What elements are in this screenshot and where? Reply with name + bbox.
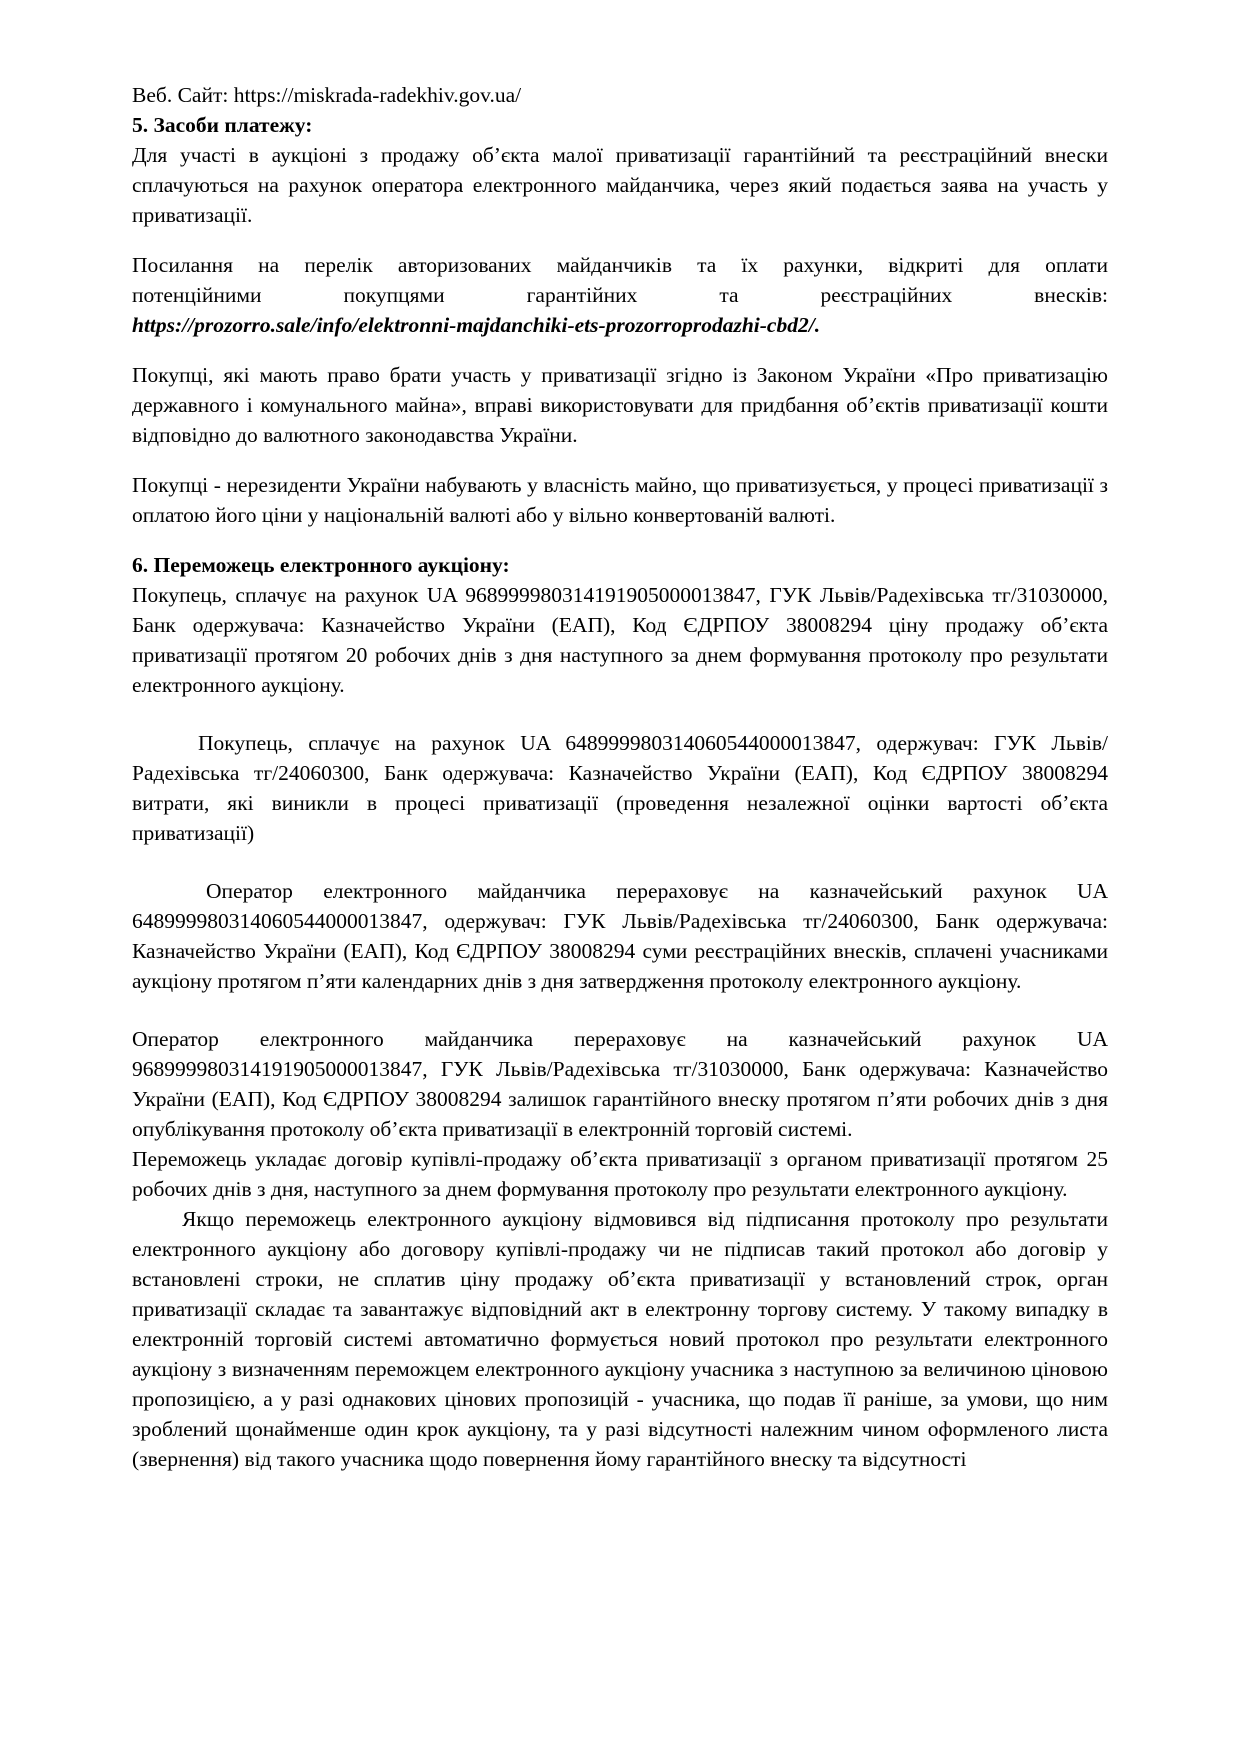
section-5-paragraph-2-line-2: потенційними покупцями гарантійних та реєстраційних внесків:	[132, 283, 1108, 307]
section-6-paragraph-3: Оператор електронного майданчика перераховує на казначейський рахунок UA 648999980314060544000013847, одержувач: ГУК Львів/Радехівська тг/24060300, Банк одержувача: Казначейство України (ЕАП), Код ЄДРПОУ 38008294 суми реєстраційних внесків, сплачені учасниками аукціону протягом п’яти календарних днів з дня затвердження протоколу електронного аукціону.	[132, 879, 1108, 993]
section-5-heading: 5. Засоби платежу:	[132, 113, 313, 137]
spacer	[132, 230, 1108, 250]
section-5-paragraph-2-line-1: Посилання на перелік авторизованих майданчиків та їх рахунки, відкриті для оплати	[132, 253, 1108, 277]
section-5-paragraph-2-link-line	[132, 310, 1108, 340]
section-5-paragraph-4: Покупці - нерезиденти України набувають у власність майно, що приватизується, у процесі приватизації з оплатою його ціни у національній валюті або у вільно конвертованій валюті.	[132, 473, 1108, 527]
spacer	[132, 848, 1108, 876]
section-6-heading: 6. Переможець електронного аукціону:	[132, 553, 510, 577]
document-body	[132, 80, 1108, 1474]
website-line: Веб. Сайт: https://miskrada-radekhiv.gov.ua/	[132, 83, 522, 107]
section-5-paragraph-3: Покупці, які мають право брати участь у приватизації згідно із Законом України «Про приватизацію державного і комунального майна», вправі використовувати для придбання об’єктів приватизації кошти відповідно до валютного законодавства України.	[132, 363, 1108, 447]
prozorro-platforms-link[interactable]: https://prozorro.sale/info/elektronni-majdanchiki-ets-prozorroprodazhi-cbd2/.	[132, 313, 821, 337]
section-6-paragraph-1: Покупець, сплачує на рахунок UA 968999980314191905000013847, ГУК Львів/Радехівська тг/31030000, Банк одержувача: Казначейство України (ЕАП), Код ЄДРПОУ 38008294 ціну продажу об’єкта приватизації протягом 20 робочих днів з дня наступного за днем формування протоколу про результати електронного аукціону.	[132, 583, 1108, 697]
spacer	[132, 530, 1108, 550]
section-6-paragraph-5: Переможець укладає договір купівлі-продажу об’єкта приватизації з органом приватизації протягом 25 робочих днів з дня, наступного за днем формування протоколу про результати електронного аукціону.	[132, 1147, 1108, 1201]
section-6-paragraph-6: Якщо переможець електронного аукціону відмовився від підписання протоколу про результати електронного аукціону або договору купівлі-продажу чи не підписав такий протокол або договір у встановлені строки, не сплатив ціну продажу об’єкта приватизації у встановлений строк, орган приватизації складає та завантажує відповідний акт в електронну торгову систему. У такому випадку в електронній торговій системі автоматично формується новий протокол про результати електронного аукціону з визначенням переможцем електронного аукціону учасника з наступною за величиною ціновою пропозицією, а у разі однакових цінових пропозицій - учасника, що подав її раніше, за умови, що ним зроблений щонайменше один крок аукціону, та у разі відсутності належним чином оформленого листа (звернення) від такого учасника щодо повернення йому гарантійного внеску та відсутності	[132, 1207, 1108, 1471]
spacer	[132, 996, 1108, 1024]
section-6-paragraph-4: Оператор електронного майданчика перераховує на казначейський рахунок UA 968999980314191905000013847, ГУК Львів/Радехівська тг/31030000, Банк одержувача: Казначейство України (ЕАП), Код ЄДРПОУ 38008294 залишок гарантійного внеску протягом п’яти робочих днів з дня опублікування протоколу об’єкта приватизації в електронній торговій системі.	[132, 1027, 1108, 1141]
section-6-paragraph-2: Покупець, сплачує на рахунок UA 648999980314060544000013847, одержувач: ГУК Львів/Радехівська тг/24060300, Банк одержувача: Казначейство України (ЕАП), Код ЄДРПОУ 38008294 витрати, які виникли в процесі приватизації (проведення незалежної оцінки вартості об’єкта приватизації)	[132, 731, 1108, 845]
spacer	[132, 700, 1108, 728]
spacer	[132, 340, 1108, 360]
spacer	[132, 450, 1108, 470]
section-5-paragraph-1: Для участі в аукціоні з продажу об’єкта малої приватизації гарантійний та реєстраційний внески сплачуються на рахунок оператора електронного майданчика, через який подається заява на участь у приватизації.	[132, 143, 1108, 227]
